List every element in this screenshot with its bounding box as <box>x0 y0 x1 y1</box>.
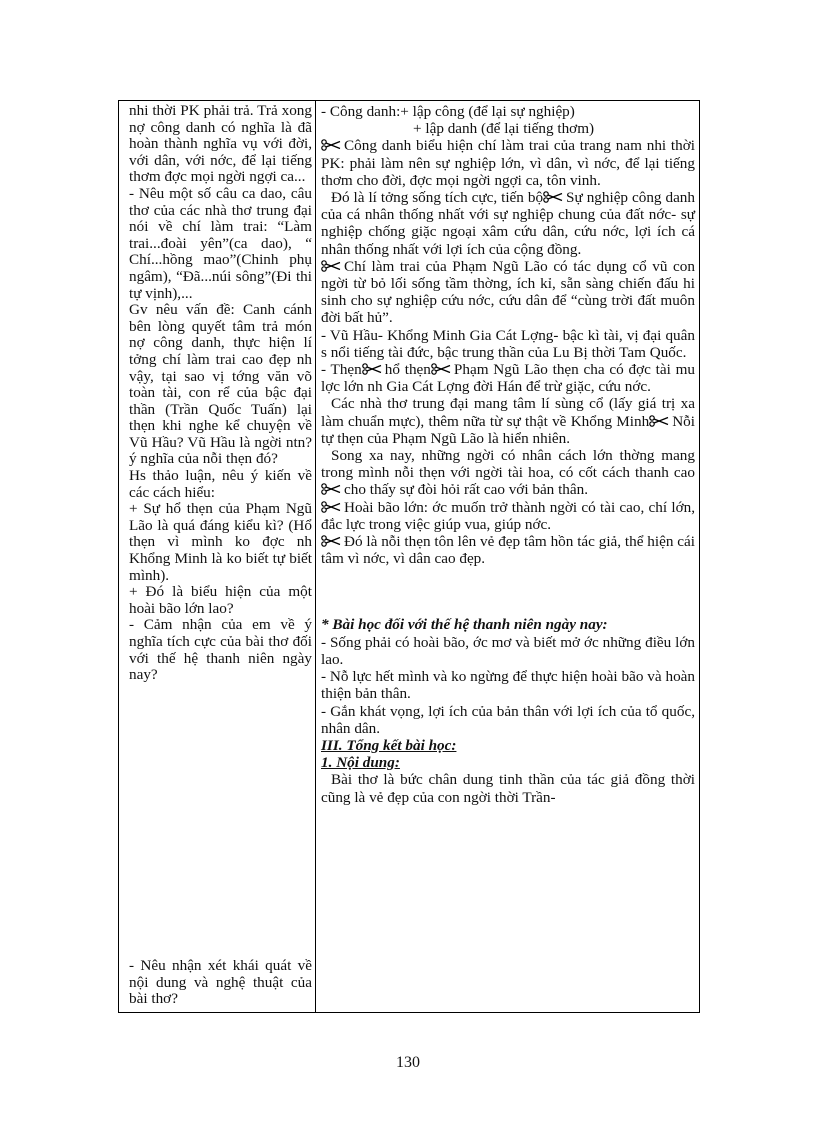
cong-danh-line: + lập danh (để lại tiếng thơm) <box>413 120 595 138</box>
right-paragraph <box>321 447 695 499</box>
content-column <box>316 101 699 1012</box>
scissors-icon <box>649 415 669 427</box>
right-text: cho thấy sự đòi hỏi rất cao với bản thân. <box>344 481 589 499</box>
scissors-icon <box>321 260 341 272</box>
left-paragraph: Hs thảo luận, nêu ý kiến về các cách hiểu: <box>129 467 312 501</box>
right-paragraph <box>321 361 695 395</box>
right-paragraph <box>321 395 695 447</box>
subsection-heading: 1. Nội dung: <box>321 754 400 772</box>
scissors-icon <box>321 501 341 513</box>
right-paragraph <box>321 137 695 189</box>
right-text: - Thẹn <box>321 361 362 379</box>
right-text: Song xa nay, những ngời có nhân cách lớn thờng mang trong mình nỗi thẹn với ngời tài hoa, có cốt cách thanh cao <box>321 447 695 482</box>
scissors-icon <box>543 191 563 203</box>
section-heading: III. Tổng kết bài học: <box>321 736 457 754</box>
scissors-icon <box>362 363 382 375</box>
left-paragraph: nhi thời PK phải trả. Trả xong nợ công danh có nghĩa là đã hoàn thành nghĩa vụ với đời, với dân, với nớc, để lại tiếng thơm đợc mọi ngời ngợi ca... <box>129 102 312 186</box>
cong-danh-line: - Công danh:+ lập công (để lại sự nghiệp) <box>321 103 575 120</box>
right-paragraph: - Vũ Hầu- Khổng Minh Gia Cát Lợng- bậc kì tài, vị đại quân s nổi tiếng tài đức, bậc trung thần của Lu Bị thời Tam Quốc. <box>321 326 695 361</box>
right-text: Phạm Ngũ Lão thẹn cha có đợc tài mu lợc lớn nh Gia Cát Lợng đời Hán để trừ giặc, cứu nớc. <box>321 361 696 396</box>
left-paragraph: + Đó là biểu hiện của một hoài bão lớn lao? <box>129 583 312 617</box>
left-paragraph-bottom: - Nêu nhận xét khái quát về nội dung và nghệ thuật của bài thơ? <box>129 957 312 1008</box>
spacer <box>321 567 695 616</box>
left-paragraph: + Sự hổ thẹn của Phạm Ngũ Lão là quá đáng kiểu kì? (Hổ thẹn vì mình ko đợc nh Khổng Minh là ko biết tự biết mình). <box>129 500 312 584</box>
lesson-heading: * Bài học đối với thế hệ thanh niên ngày nay: <box>321 616 608 634</box>
lesson-item: - Nỗ lực hết mình và ko ngừng để thực hiện hoài bão và hoàn thiện bản thân. <box>321 668 695 703</box>
left-paragraph: - Cảm nhận của em về ý nghĩa tích cực của bài thơ đối với thế hệ thanh niên ngày nay? <box>129 616 312 684</box>
teacher-activity-column <box>119 101 316 1012</box>
left-paragraph: - Nêu một số câu ca dao, câu thơ của các nhà thơ trung đại nói về chí làm trai: “Làm trai...đoài yên”(ca dao), “ Chí...hồng mao”(Chinh phụ ngâm), “Đã...núi sông”(Đi thi tự vịnh),... <box>129 184 312 302</box>
scissors-icon <box>321 483 341 495</box>
scissors-icon <box>431 363 451 375</box>
right-text: hổ thẹn <box>384 361 431 379</box>
content-table <box>118 100 700 1013</box>
lesson-item: - Sống phải có hoài bão, ớc mơ và biết mở ớc những điều lớn lao. <box>321 633 695 668</box>
page-number: 130 <box>396 1054 420 1071</box>
left-paragraph: Gv nêu vấn đề: Canh cánh bên lòng quyết tâm trả món nợ công danh, thực hiện lí tởng chí làm trai cao đẹp nh vậy, tại sao vị tớng văn võ toàn tài, con rể của bậc đại thần (Trần Quốc Tuấn) lại thẹn khi nghe kể chuyện về Vũ Hầu? Vũ Hầu là ngời ntn? ý nghĩa của nỗi thẹn đó? <box>129 301 312 468</box>
lesson-item: - Gắn khát vọng, lợi ích của bản thân với lợi ích của tổ quốc, nhân dân. <box>321 702 695 737</box>
right-paragraph <box>321 499 695 533</box>
right-text: Chí làm trai của Phạm Ngũ Lão có tác dụng cổ vũ con ngời từ bỏ lối sống tầm thờng, ích kỉ, sẵn sàng chiến đấu hi sinh cho sự nghiệp cứu nớc, cứu dân để “cùng trời đất muôn đời bất hủ”. <box>321 257 695 327</box>
right-text: Công danh biểu hiện chí làm trai của trang nam nhi thời PK: phải làm nên sự nghiệp lớn, vì dân, vì nớc, để lại tiếng thơm cho đời, đợc mọi ngời ngợi ca, tôn vinh. <box>321 137 695 189</box>
scissors-icon <box>321 535 341 547</box>
right-text: Nỗi tự thẹn của Phạm Ngũ Lão là hiển nhiên. <box>321 412 695 447</box>
right-paragraph <box>321 533 695 567</box>
right-text: Các nhà thơ trung đại mang tâm lí sùng cổ (lấy giá trị xa làm chuẩn mực), thêm nữa từ sự thật về Khổng Minh <box>321 395 695 430</box>
right-text: Đó là lí tởng sống tích cực, tiến bộ <box>331 189 544 207</box>
right-text: Đó là nỗi thẹn tôn lên vẻ đẹp tâm hồn tác giả, thể hiện cái tâm vì nớc, vì dân cao đẹp. <box>321 533 695 568</box>
right-paragraph <box>321 258 695 327</box>
right-text: Hoài bão lớn: ớc muốn trở thành ngời có tài cao, chí lớn, đắc lực trong việc giúp vua, giúp nớc. <box>321 498 695 533</box>
right-paragraph <box>321 189 695 258</box>
right-text: Sự nghiệp công danh của cá nhân thống nhất với sự nghiệp chung của đất nớc- sự nghiệp chống giặc ngoại xâm cứu dân, cứu nớc, lợi ích cá nhân thống nhất với lợi ích của cộng đồng. <box>321 189 695 258</box>
scissors-icon <box>321 139 341 151</box>
summary-paragraph: Bài thơ là bức chân dung tinh thần của tác giả đồng thời cũng là vẻ đẹp của con ngời thời Trần- <box>321 771 695 806</box>
